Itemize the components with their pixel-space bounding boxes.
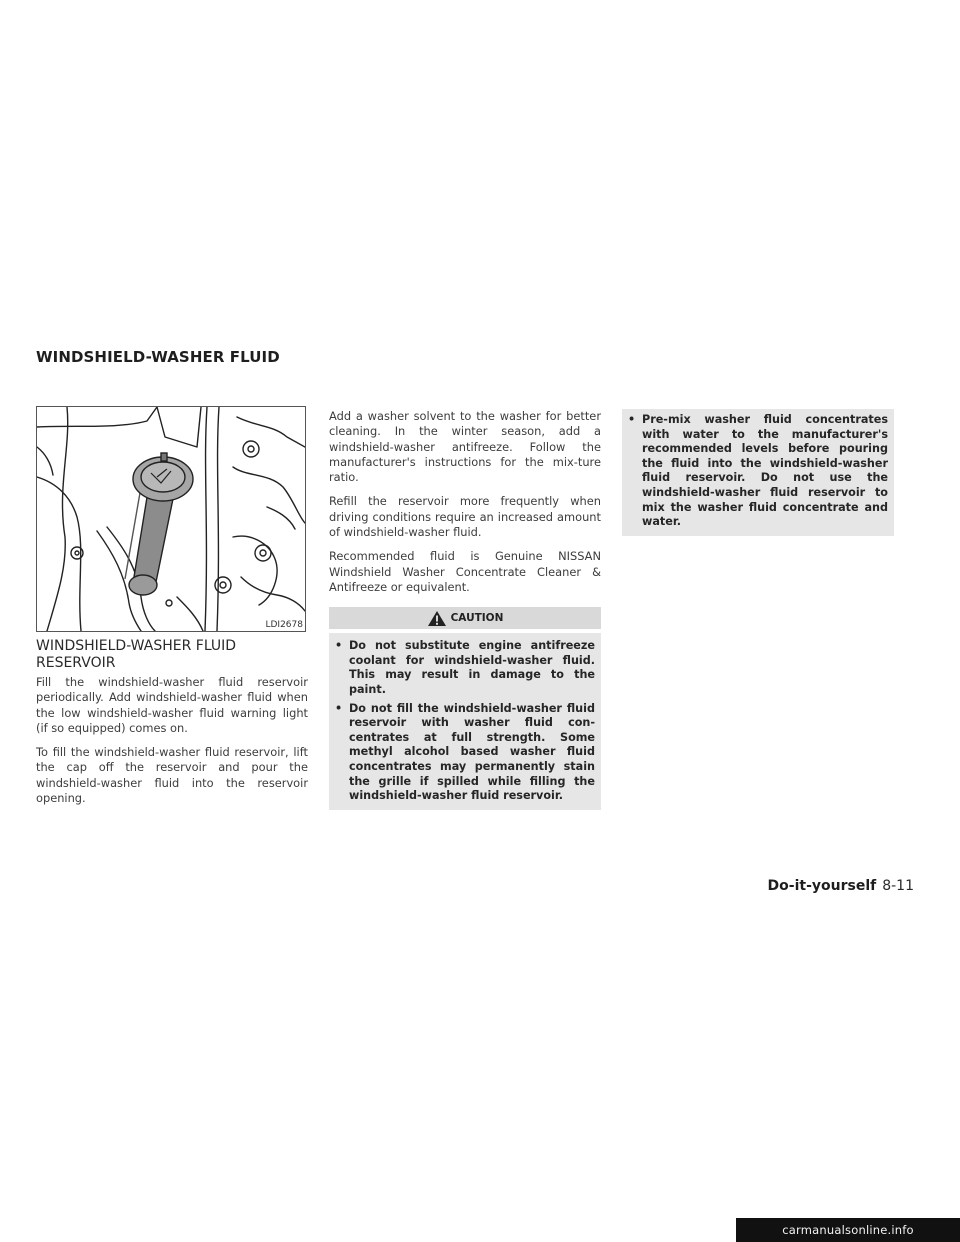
subheading: WINDSHIELD-WASHER FLUID RESERVOIR	[36, 638, 237, 671]
column-3	[622, 409, 894, 536]
page-number: 8-11	[882, 878, 914, 894]
caution-item: • Pre-mix washer fluid concentrates with water to the manufacturer's recommended levels before pouring the fluid into the windshield-washer fluid reservoir. Do not use the windshield-washer fluid reservoir to mix the washer fluid concentrate and water.	[628, 413, 888, 529]
figure-label: LDI2678	[262, 619, 305, 631]
caution-item: • Do not fill the windshield-washer fluid reservoir with washer fluid con-centrates at full strength. Some methyl alcohol based washer fluid concentrates may permanently stain the grille if spilled while filling the windshield-washer fluid reservoir.	[335, 701, 595, 803]
chapter-name: Do-it-yourself	[767, 878, 877, 894]
caution-item: • Do not substitute engine antifreeze coolant for windshield-washer fluid. This may result in damage to the paint.	[335, 639, 595, 697]
washer-reservoir-illustration	[36, 406, 306, 632]
paragraph: To fill the windshield-washer fluid reservoir, lift the cap off the reservoir and pour the windshield-washer fluid into the reservoir opening.	[36, 745, 308, 806]
caution-title: CAUTION	[450, 612, 504, 625]
column-1	[36, 675, 308, 815]
engine-bay-drawing	[37, 407, 305, 631]
paragraph: Refill the reservoir more frequently when driving conditions require an increased amount of windshield-washer fluid.	[329, 494, 601, 540]
caution-continued	[622, 409, 894, 536]
caution-header	[329, 607, 601, 629]
watermark-text[interactable]: carmanualsonline.info	[782, 1223, 914, 1237]
paragraph: Add a washer solvent to the washer for better cleaning. In the winter season, add a windshield-washer antifreeze. Follow the manufacturer's instructions for the mix-ture ratio.	[329, 409, 601, 485]
column-2	[329, 409, 601, 810]
watermark-banner[interactable]	[736, 1218, 960, 1242]
caution-box	[329, 607, 601, 810]
caution-list	[329, 633, 601, 810]
caution-item-text: Do not substitute engine antifreeze coolant for windshield-washer fluid. This may result in damage to the paint.	[349, 639, 595, 697]
page-footer	[768, 878, 914, 894]
paragraph: Recommended fluid is Genuine NISSAN Windshield Washer Concentrate Cleaner & Antifreeze or equivalent.	[329, 549, 601, 594]
paragraph: Fill the windshield-washer fluid reservoir periodically. Add windshield-washer fluid when the low windshield-washer fluid warning light (if so equipped) comes on.	[36, 675, 308, 735]
warning-triangle-icon	[427, 610, 447, 627]
caution-item-text: Pre-mix washer fluid concentrates with water to the manufacturer's recommended levels before pouring the fluid into the windshield-washer fluid reservoir. Do not use the windshield-washer fluid reservoir to mix the washer fluid concentrate and water.	[642, 413, 888, 529]
section-heading: WINDSHIELD-WASHER FLUID	[36, 348, 280, 366]
caution-item-text: Do not fill the windshield-washer fluid reservoir with washer fluid con-centrates at full strength. Some methyl alcohol based washer fluid concentrates may permanently stain the grille if spilled while filling the windshield-washer fluid reservoir.	[349, 701, 595, 803]
